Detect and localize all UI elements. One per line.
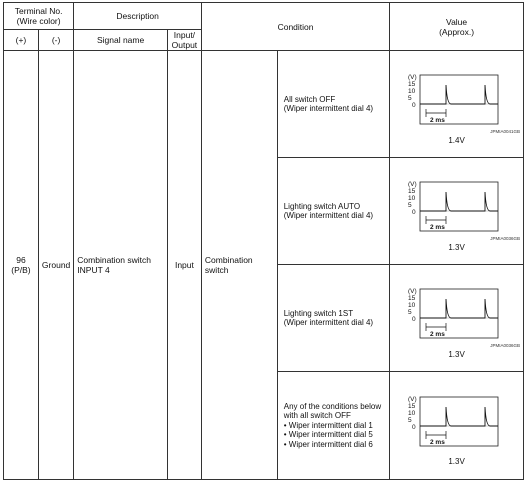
time-scale-label: 2 ms xyxy=(430,117,445,124)
y-tick-label: 0 xyxy=(412,423,416,431)
figure-code: JPMIA0036GB xyxy=(490,343,520,348)
signal-name-header: Signal name xyxy=(74,30,168,51)
plus-header: (+) xyxy=(4,30,39,51)
y-tick-label: 5 xyxy=(408,95,412,102)
waveform-figure xyxy=(408,394,500,462)
terminal-minus-cell: Ground xyxy=(38,51,73,480)
bullet-item: • Wiper intermittent dial 5 xyxy=(284,430,386,440)
approx-value: 1.4V xyxy=(448,136,465,145)
signal-name-cell: Combination switch INPUT 4 xyxy=(74,51,168,480)
value-cell-1 xyxy=(390,51,524,158)
y-tick-label: 5 xyxy=(408,309,412,316)
figure-code: JPMIA0036GB xyxy=(490,236,520,241)
waveform-figure xyxy=(408,179,500,247)
y-tick-label: 5 xyxy=(408,202,412,209)
signal-trace xyxy=(420,407,498,426)
condition-cell-2: Lighting switch AUTO (Wiper intermittent dial 4) xyxy=(277,158,389,265)
y-tick-label: 15 xyxy=(408,81,416,88)
voltage-unit-label: (V) xyxy=(408,395,417,403)
value-cell-2 xyxy=(390,158,524,265)
condition-cell-3: Lighting switch 1ST (Wiper intermittent dial 4) xyxy=(277,265,389,372)
figure-code: JPMIA0041GB xyxy=(490,129,520,134)
y-tick-label: 0 xyxy=(412,102,416,109)
minus-header: (-) xyxy=(38,30,73,51)
value-header: Value (Approx.) xyxy=(390,3,524,51)
y-tick-label: 0 xyxy=(412,316,416,323)
value-cell-4 xyxy=(390,372,524,480)
y-tick-label: 0 xyxy=(412,209,416,216)
bullet-item: • Wiper intermittent dial 1 xyxy=(284,421,386,431)
waveform-figure xyxy=(408,72,500,140)
value-cell-3 xyxy=(390,265,524,372)
voltage-unit-label: (V) xyxy=(408,288,417,295)
y-tick-label: 10 xyxy=(408,302,416,309)
y-tick-label: 10 xyxy=(408,88,416,95)
y-tick-label: 10 xyxy=(408,195,416,202)
io-cell: Input xyxy=(167,51,201,480)
condition-cell-4: Any of the conditions below with all switch OFF • Wiper intermittent dial 1 • Wiper intermittent dial 5 • Wiper intermittent dial 6 xyxy=(277,372,389,480)
y-tick-label: 15 xyxy=(408,295,416,302)
bullet-item: • Wiper intermittent dial 6 xyxy=(284,440,386,450)
condition-header: Condition xyxy=(201,3,389,51)
time-scale-label: 2 ms xyxy=(430,331,445,338)
voltage-unit-label: (V) xyxy=(408,181,417,188)
signal-trace xyxy=(420,85,498,104)
description-header: Description xyxy=(74,3,202,30)
condition-bullet-list xyxy=(284,421,386,450)
condition-cell-1: All switch OFF (Wiper intermittent dial 4) xyxy=(277,51,389,158)
signal-trace xyxy=(420,192,498,211)
signal-trace xyxy=(420,299,498,318)
io-header: Input/ Output xyxy=(167,30,201,51)
terminal-plus-cell: 96 (P/B) xyxy=(4,51,39,480)
approx-value: 1.3V xyxy=(448,243,465,252)
approx-value: 1.3V xyxy=(448,457,465,466)
terminal-spec-table xyxy=(3,2,524,480)
y-tick-label: 15 xyxy=(408,402,416,410)
y-tick-label: 5 xyxy=(408,416,412,424)
waveform-figure xyxy=(408,286,500,354)
condition-group-cell: Combination switch xyxy=(201,51,277,480)
time-scale-label: 2 ms xyxy=(430,438,445,446)
y-tick-label: 15 xyxy=(408,188,416,195)
approx-value: 1.3V xyxy=(448,350,465,359)
time-scale-label: 2 ms xyxy=(430,224,445,231)
terminal-no-header: Terminal No. (Wire color) xyxy=(4,3,74,30)
voltage-unit-label: (V) xyxy=(408,74,417,81)
y-tick-label: 10 xyxy=(408,409,416,417)
